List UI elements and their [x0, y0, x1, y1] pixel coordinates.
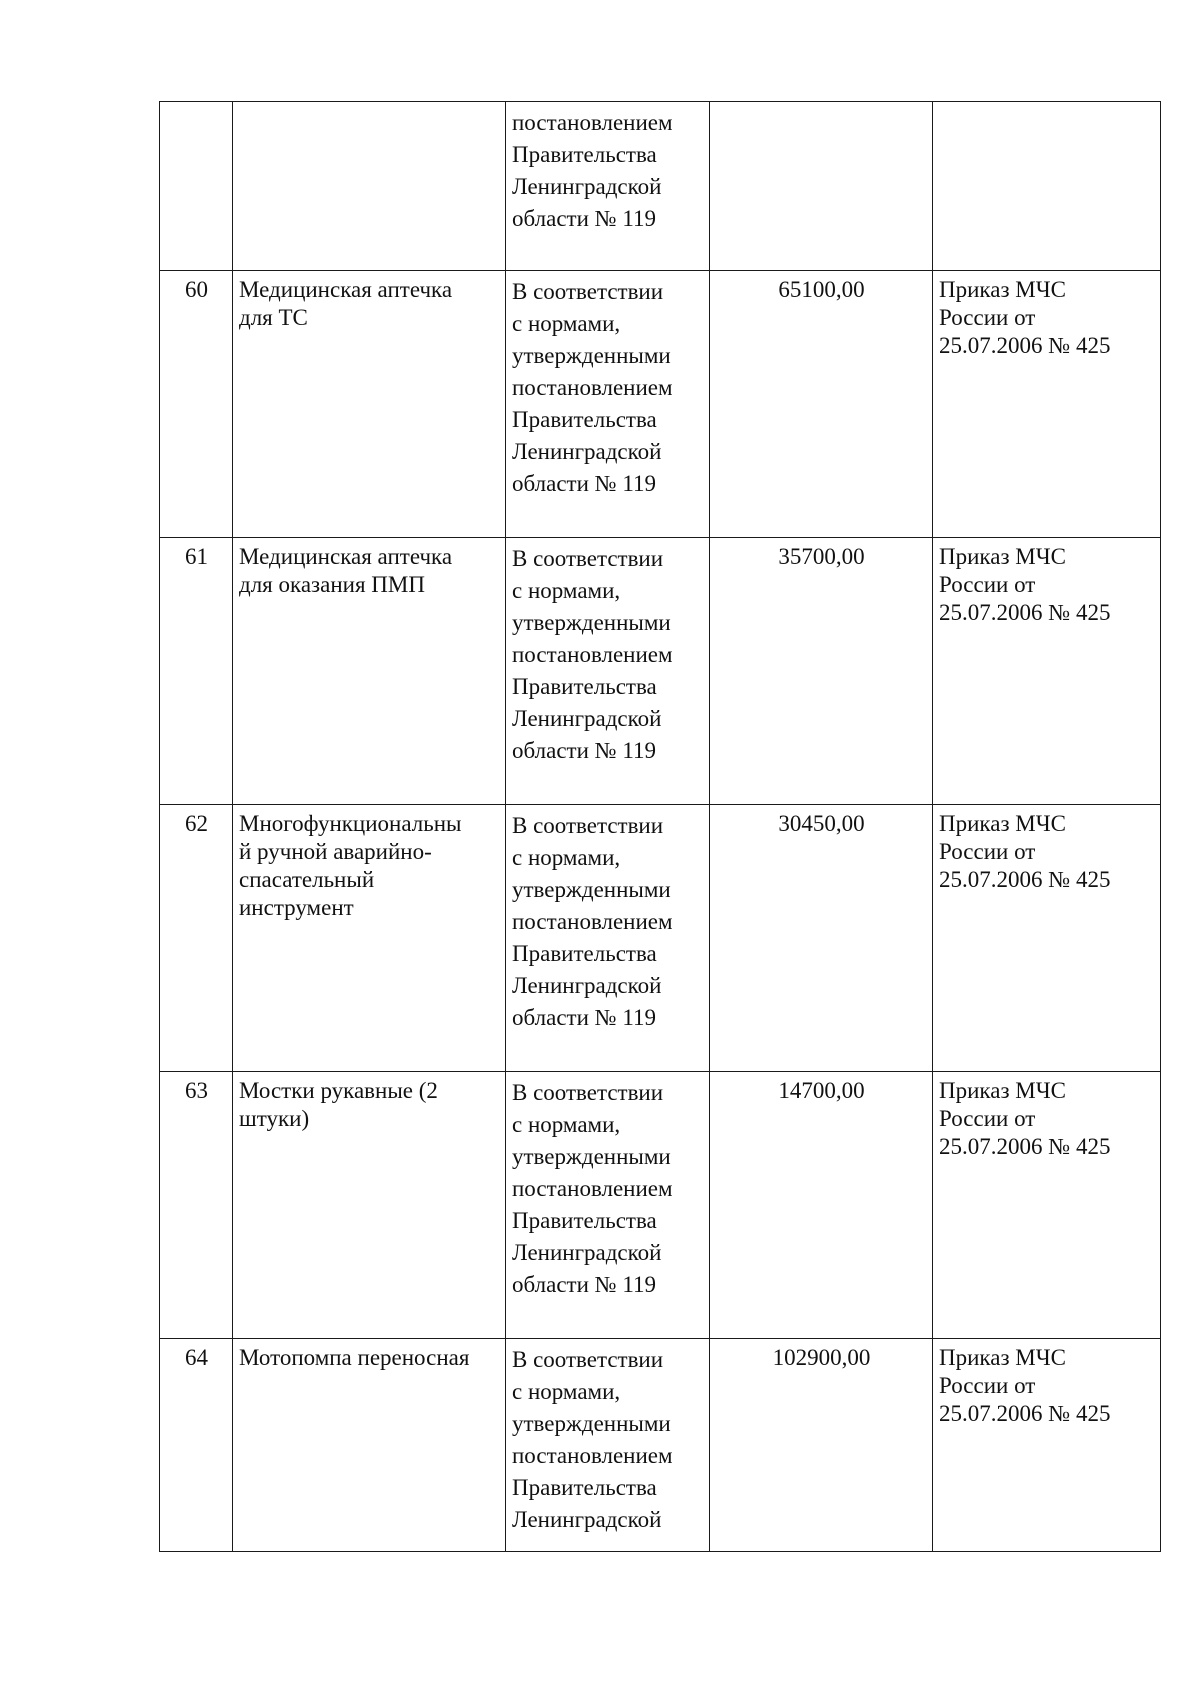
basis-line: Правительства: [512, 142, 657, 167]
doc-line: Приказ МЧС: [939, 811, 1067, 836]
doc-line: России от: [939, 572, 1036, 597]
cell-price: 30450,00: [710, 805, 933, 1072]
name-line: штуки): [239, 1106, 310, 1131]
table-row: [160, 271, 1161, 538]
name-line: й ручной аварийно-: [239, 839, 432, 864]
doc-line: 25.07.2006 № 425: [939, 333, 1111, 358]
basis-line: с нормами,: [512, 578, 621, 603]
cell-basis: [506, 271, 710, 538]
basis-line: с нормами,: [512, 845, 621, 870]
row-number: 61: [160, 538, 233, 805]
basis-line: утвержденными: [512, 610, 671, 635]
cell-doc: [933, 805, 1161, 1072]
doc-line: Приказ МЧС: [939, 544, 1067, 569]
cell-name: [233, 805, 506, 1072]
cell-doc: [933, 102, 1161, 271]
basis-line: области № 119: [512, 738, 656, 763]
basis-line: Правительства: [512, 407, 657, 432]
basis-line: постановлением: [512, 110, 673, 135]
name-line: для оказания ПМП: [239, 572, 425, 597]
cell-price: [710, 102, 933, 271]
basis-line: В соответствии: [512, 1080, 664, 1105]
basis-line: Ленинградской: [512, 439, 662, 464]
table-row: [160, 1072, 1161, 1339]
cell-price: 102900,00: [710, 1339, 933, 1552]
cell-price: 35700,00: [710, 538, 933, 805]
doc-line: России от: [939, 1373, 1036, 1398]
basis-line: постановлением: [512, 1176, 673, 1201]
basis-line: В соответствии: [512, 813, 664, 838]
doc-line: 25.07.2006 № 425: [939, 600, 1111, 625]
basis-line: В соответствии: [512, 1347, 664, 1372]
cell-name: [233, 1339, 506, 1552]
table-row-continuation: [160, 102, 1161, 271]
basis-line: с нормами,: [512, 1379, 621, 1404]
name-line: инструмент: [239, 895, 354, 920]
row-number: 62: [160, 805, 233, 1072]
name-line: Мостки рукавные (2: [239, 1078, 438, 1103]
basis-line: утвержденными: [512, 343, 671, 368]
basis-line: В соответствии: [512, 546, 664, 571]
basis-line: В соответствии: [512, 279, 664, 304]
cell-name: [233, 538, 506, 805]
name-line: Мотопомпа переносная: [239, 1345, 470, 1370]
row-number: 60: [160, 271, 233, 538]
basis-line: утвержденными: [512, 1144, 671, 1169]
basis-line: постановлением: [512, 1443, 673, 1468]
cell-name: [233, 1072, 506, 1339]
name-line: для ТС: [239, 305, 308, 330]
cell-basis: [506, 1339, 710, 1552]
doc-line: Приказ МЧС: [939, 277, 1067, 302]
basis-line: Ленинградской: [512, 1507, 662, 1532]
norms-table: [159, 101, 1161, 1552]
doc-line: Приказ МЧС: [939, 1345, 1067, 1370]
basis-line: постановлением: [512, 909, 673, 934]
cell-basis: [506, 102, 710, 271]
basis-line: Ленинградской: [512, 973, 662, 998]
doc-line: России от: [939, 839, 1036, 864]
cell-basis: [506, 1072, 710, 1339]
doc-line: России от: [939, 1106, 1036, 1131]
cell-basis: [506, 805, 710, 1072]
doc-line: 25.07.2006 № 425: [939, 1401, 1111, 1426]
basis-line: Ленинградской: [512, 174, 662, 199]
name-line: Многофункциональны: [239, 811, 462, 836]
cell-doc: [933, 1339, 1161, 1552]
doc-line: 25.07.2006 № 425: [939, 867, 1111, 892]
name-line: спасательный: [239, 867, 375, 892]
basis-line: с нормами,: [512, 1112, 621, 1137]
cell-doc: [933, 1072, 1161, 1339]
cell-name: [233, 102, 506, 271]
basis-line: области № 119: [512, 471, 656, 496]
basis-line: области № 119: [512, 206, 656, 231]
name-line: Медицинская аптечка: [239, 277, 453, 302]
table-row: [160, 538, 1161, 805]
name-line: Медицинская аптечка: [239, 544, 453, 569]
cell-basis: [506, 538, 710, 805]
cell-num: [160, 102, 233, 271]
row-number: 64: [160, 1339, 233, 1552]
basis-line: Правительства: [512, 941, 657, 966]
cell-doc: [933, 271, 1161, 538]
cell-price: 14700,00: [710, 1072, 933, 1339]
basis-line: Ленинградской: [512, 706, 662, 731]
basis-line: Правительства: [512, 674, 657, 699]
cell-price: 65100,00: [710, 271, 933, 538]
cell-name: [233, 271, 506, 538]
row-number: 63: [160, 1072, 233, 1339]
doc-line: России от: [939, 305, 1036, 330]
basis-line: области № 119: [512, 1272, 656, 1297]
doc-line: 25.07.2006 № 425: [939, 1134, 1111, 1159]
basis-line: постановлением: [512, 642, 673, 667]
basis-line: области № 119: [512, 1005, 656, 1030]
basis-line: утвержденными: [512, 1411, 671, 1436]
basis-line: с нормами,: [512, 311, 621, 336]
cell-doc: [933, 538, 1161, 805]
doc-line: Приказ МЧС: [939, 1078, 1067, 1103]
basis-line: Правительства: [512, 1208, 657, 1233]
basis-line: утвержденными: [512, 877, 671, 902]
table-row: [160, 805, 1161, 1072]
table-row: [160, 1339, 1161, 1552]
basis-line: Правительства: [512, 1475, 657, 1500]
basis-line: постановлением: [512, 375, 673, 400]
basis-line: Ленинградской: [512, 1240, 662, 1265]
